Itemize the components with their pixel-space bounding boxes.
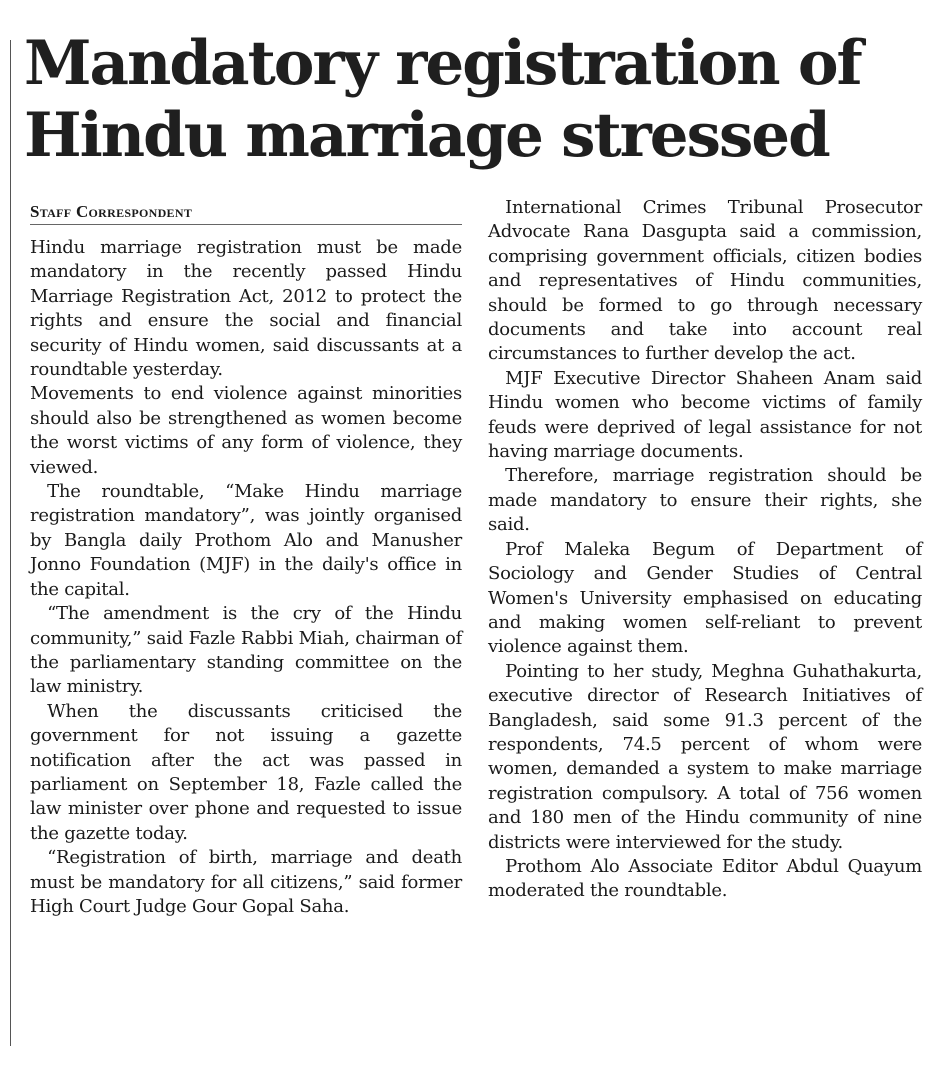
byline: Staff Correspondent [30, 202, 193, 221]
paragraph: The roundtable, “Make Hindu marriage registration mandatory”, was jointly organised by Bangla daily Prothom Alo and Manusher Jonno Foundation (MJF) in the daily's office in the capital. [30, 481, 462, 600]
paragraph: MJF Executive Director Shaheen Anam said Hindu women who become victims of family feuds were deprived of legal assistance for not having marriage documents. [488, 367, 922, 463]
byline-rule [30, 224, 462, 225]
paragraph: Prof Maleka Begum of Department of Sociology and Gender Studies of Central Women's University emphasised on educating and making women self-reliant to prevent violence against them. [488, 538, 922, 658]
paragraph: International Crimes Tribunal Prosecutor Advocate Rana Dasgupta said a commission, comprising government officials, citizen bodies and representatives of Hindu communities, should be formed to go through necessary documents and take into account real circumstances to further develop the act. [488, 197, 922, 365]
left-column-rule [10, 40, 11, 1046]
paragraph: Prothom Alo Associate Editor Abdul Quayum moderated the roundtable. [488, 855, 922, 902]
paragraph: Therefore, marriage registration should be made mandatory to ensure their rights, she said. [488, 465, 922, 536]
paragraph: Pointing to her study, Meghna Guhathakurta, executive director of Research Initiatives of Bangladesh, said some 91.3 percent of the respondents, 74.5 percent of whom were women, demanded a system to make marriage registration compulsory. A total of 756 women and 180 men of the Hindu community of nine districts were interviewed for the study. [488, 660, 922, 853]
article-column-1 [30, 236, 462, 919]
headline: Mandatory registration of Hindu marriage stressed [24, 28, 861, 171]
article-column-2 [488, 196, 922, 904]
paragraph: “Registration of birth, marriage and death must be mandatory for all citizens,” said former High Court Judge Gour Gopal Saha. [30, 847, 462, 917]
paragraph: When the discussants criticised the government for not issuing a gazette notification after the act was passed in parliament on September 18, Fazle called the law minister over phone and requested to issue the gazette today. [30, 700, 462, 844]
paragraph: Movements to end violence against minorities should also be strengthened as women become the worst victims of any form of violence, they viewed. [30, 383, 462, 478]
paragraph: Hindu marriage registration must be made mandatory in the recently passed Hindu Marriage Registration Act, 2012 to protect the rights and ensure the social and financial security of Hindu women, said discussants at a roundtable yesterday. [30, 237, 462, 381]
paragraph: “The amendment is the cry of the Hindu community,” said Fazle Rabbi Miah, chairman of the parliamentary standing committee on the law ministry. [30, 603, 462, 698]
